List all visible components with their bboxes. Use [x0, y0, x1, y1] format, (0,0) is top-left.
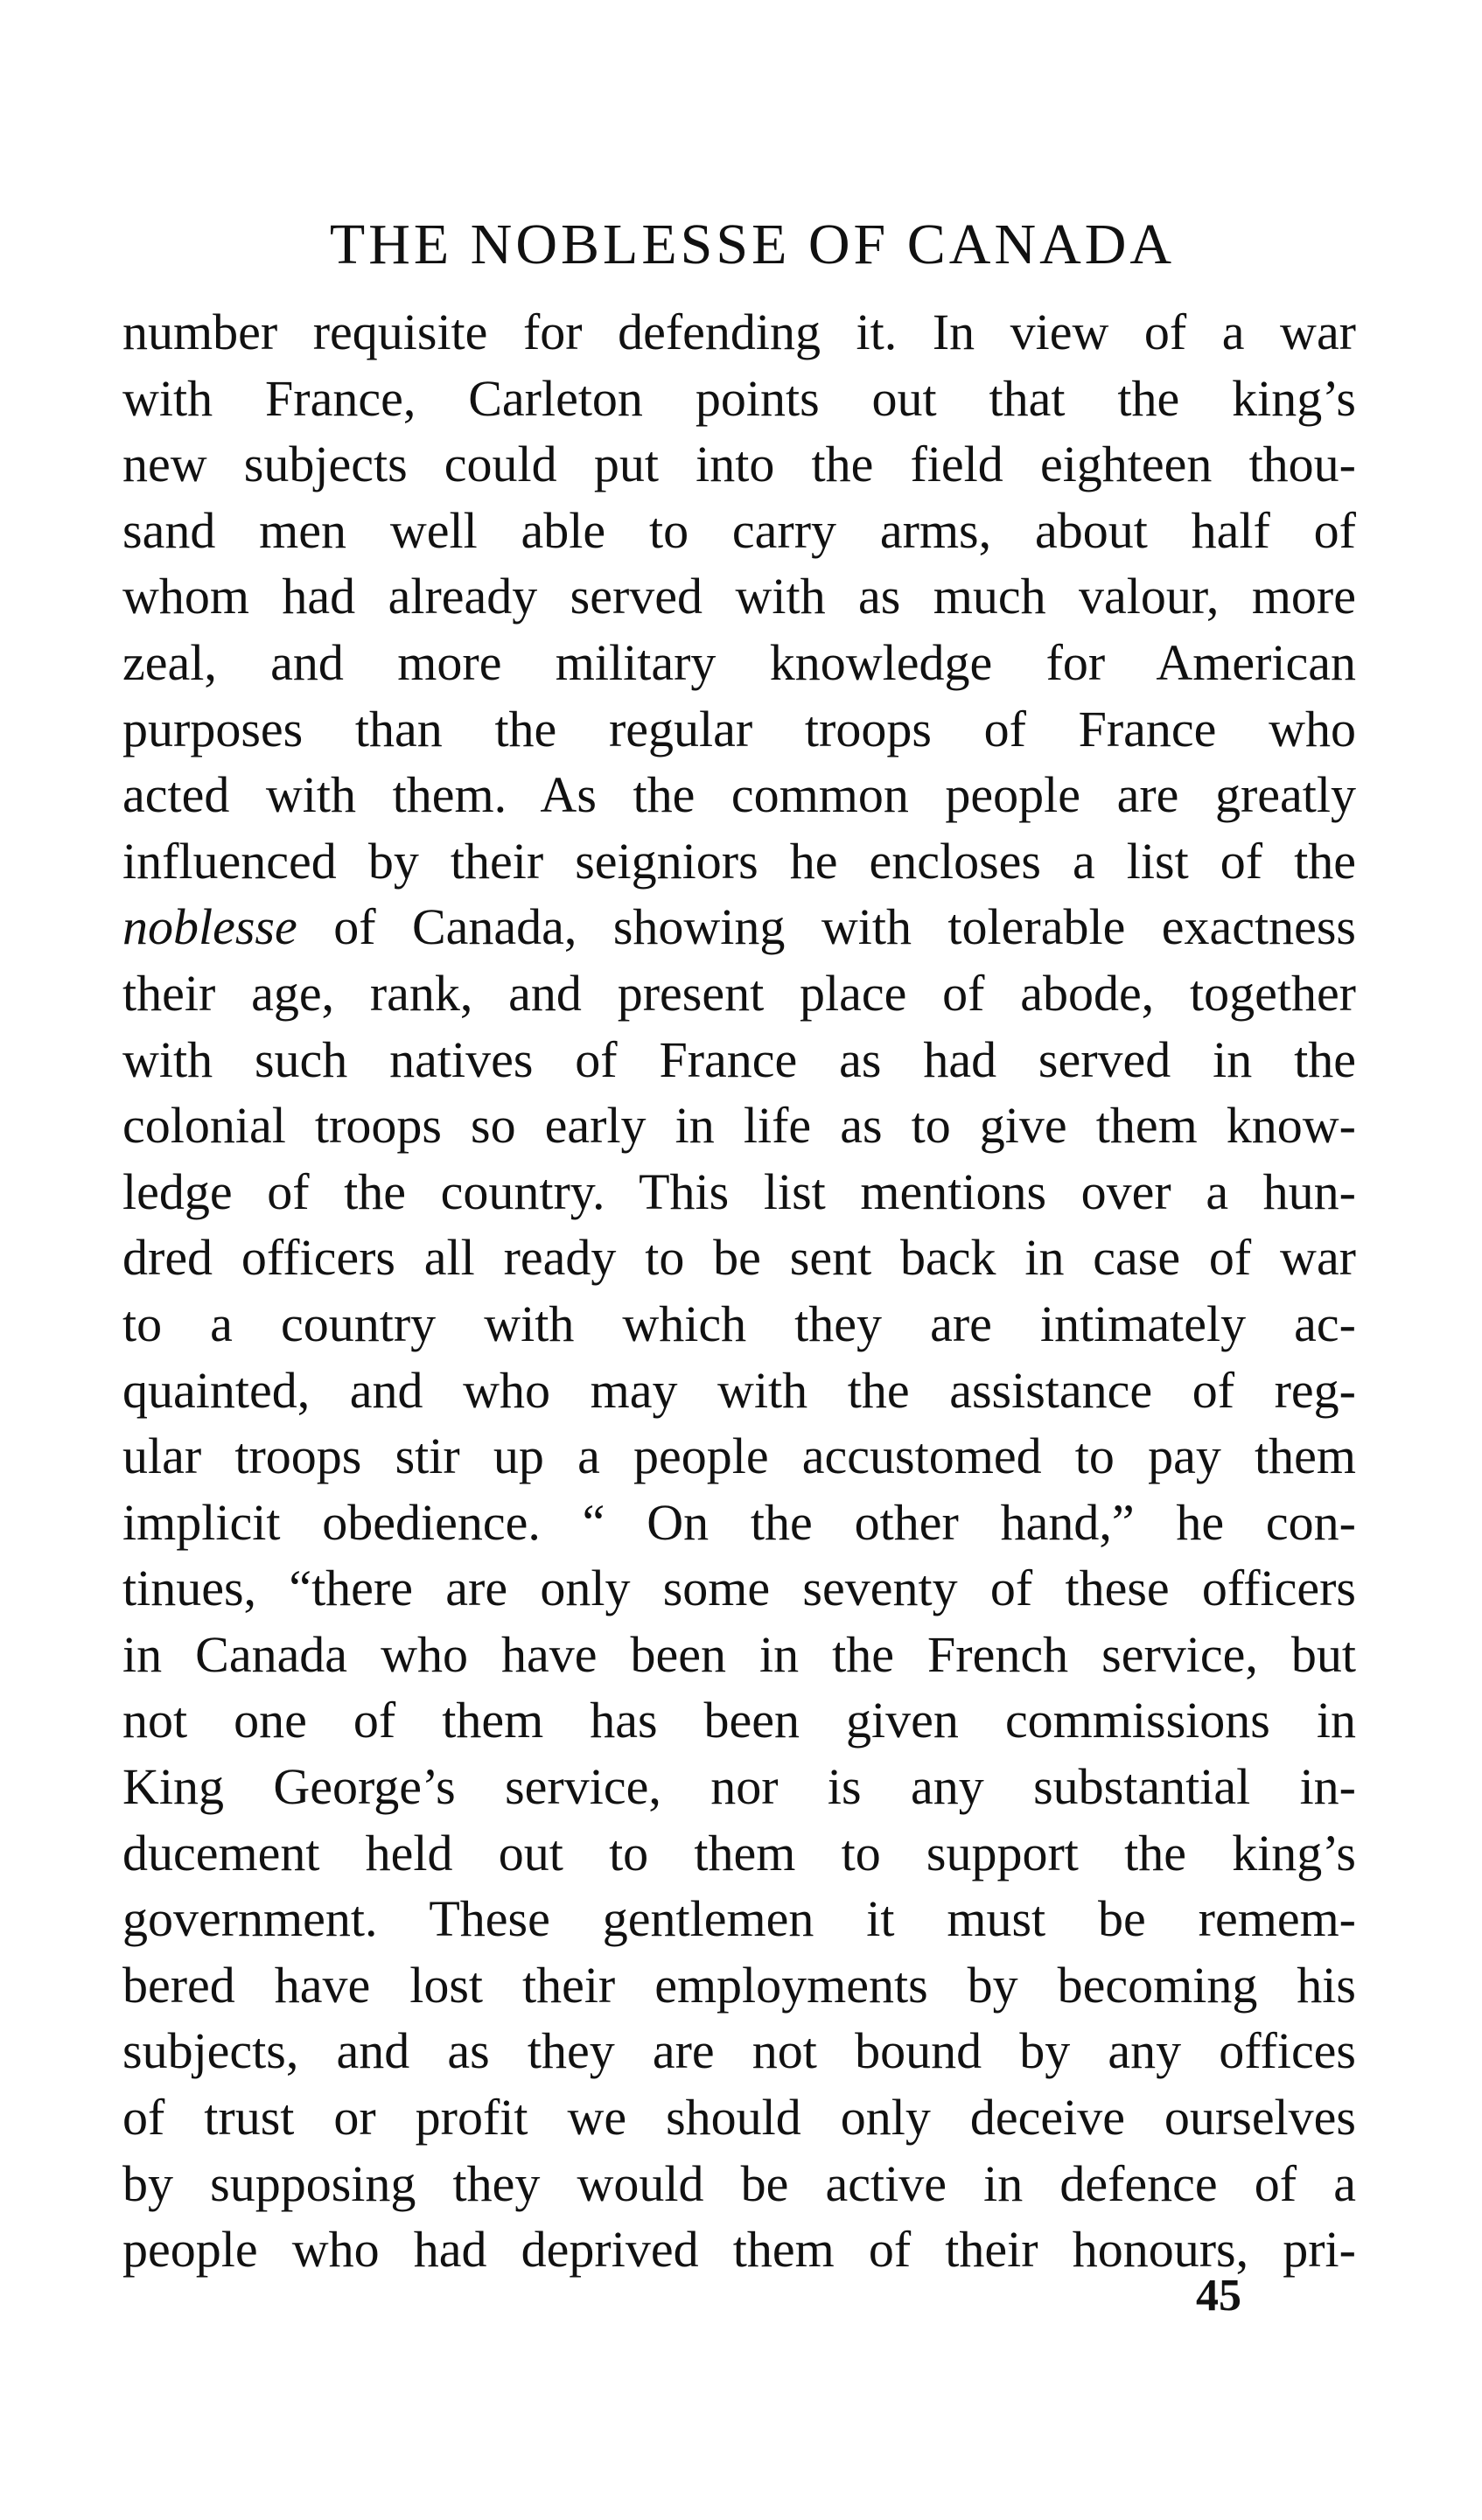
text-line: whom had already served with as much valour, more — [122, 568, 1356, 625]
text-line: bered have lost their employments by becoming his — [122, 1956, 1356, 2014]
text-line: ular troops stir up a people accustomed to pay them — [122, 1428, 1356, 1485]
text-line: purposes than the regular troops of France who — [122, 700, 1356, 757]
text-line: by supposing they would be active in defence of a — [122, 2154, 1356, 2212]
text-line: acted with them. As the common people are greatly — [122, 766, 1356, 824]
book-page — [122, 210, 1356, 2449]
text-line: tinues, “there are only some seventy of these officers — [122, 1560, 1356, 1617]
text-line: noblesse of Canada, showing with tolerable exactness — [122, 898, 1356, 956]
text-line: new subjects could put into the field eighteen thou- — [122, 436, 1356, 493]
page-number: 45 — [1196, 2271, 1241, 2321]
text-line: government. These gentlemen it must be remem- — [122, 1890, 1356, 1948]
text-line: in Canada who have been in the French service, but — [122, 1625, 1356, 1683]
text-line: implicit obedience. “ On the other hand,” he con- — [122, 1493, 1356, 1551]
text-line: quainted, and who may with the assistance of reg- — [122, 1361, 1356, 1419]
text-line: to a country with which they are intimately ac- — [122, 1295, 1356, 1352]
running-head: THE NOBLESSE OF CANADA — [329, 213, 1176, 276]
text-line: sand men well able to carry arms, about half of — [122, 501, 1356, 559]
text-line: people who had deprived them of their honours, pri- — [122, 2221, 1356, 2279]
text-line: number requisite for defending it. In view of a war — [122, 304, 1356, 360]
text-line: subjects, and as they are not bound by any offices — [122, 2022, 1356, 2080]
text-line: colonial troops so early in life as to give them know- — [122, 1097, 1356, 1155]
text-line: not one of them has been given commissions in — [122, 1692, 1356, 1749]
text-line: influenced by their seigniors he encloses a list of the — [122, 832, 1356, 890]
text-line: King George’s service, nor is any substantial in- — [122, 1758, 1356, 1816]
text-line: their age, rank, and present place of abode, together — [122, 964, 1356, 1022]
body-text — [122, 299, 1356, 2283]
text-line: zeal, and more military knowledge for American — [122, 633, 1356, 691]
text-line: ledge of the country. This list mentions over a hun- — [122, 1162, 1356, 1220]
text-line: dred officers all ready to be sent back in case of war — [122, 1229, 1356, 1287]
text-line: of trust or profit we should only deceive ourselves — [122, 2089, 1356, 2147]
text-line: with France, Carleton points out that the king’s — [122, 369, 1356, 427]
italic-term: noblesse — [122, 898, 297, 956]
text-line: with such natives of France as had served in the — [122, 1030, 1356, 1088]
text-line: ducement held out to them to support the king’s — [122, 1824, 1356, 1881]
